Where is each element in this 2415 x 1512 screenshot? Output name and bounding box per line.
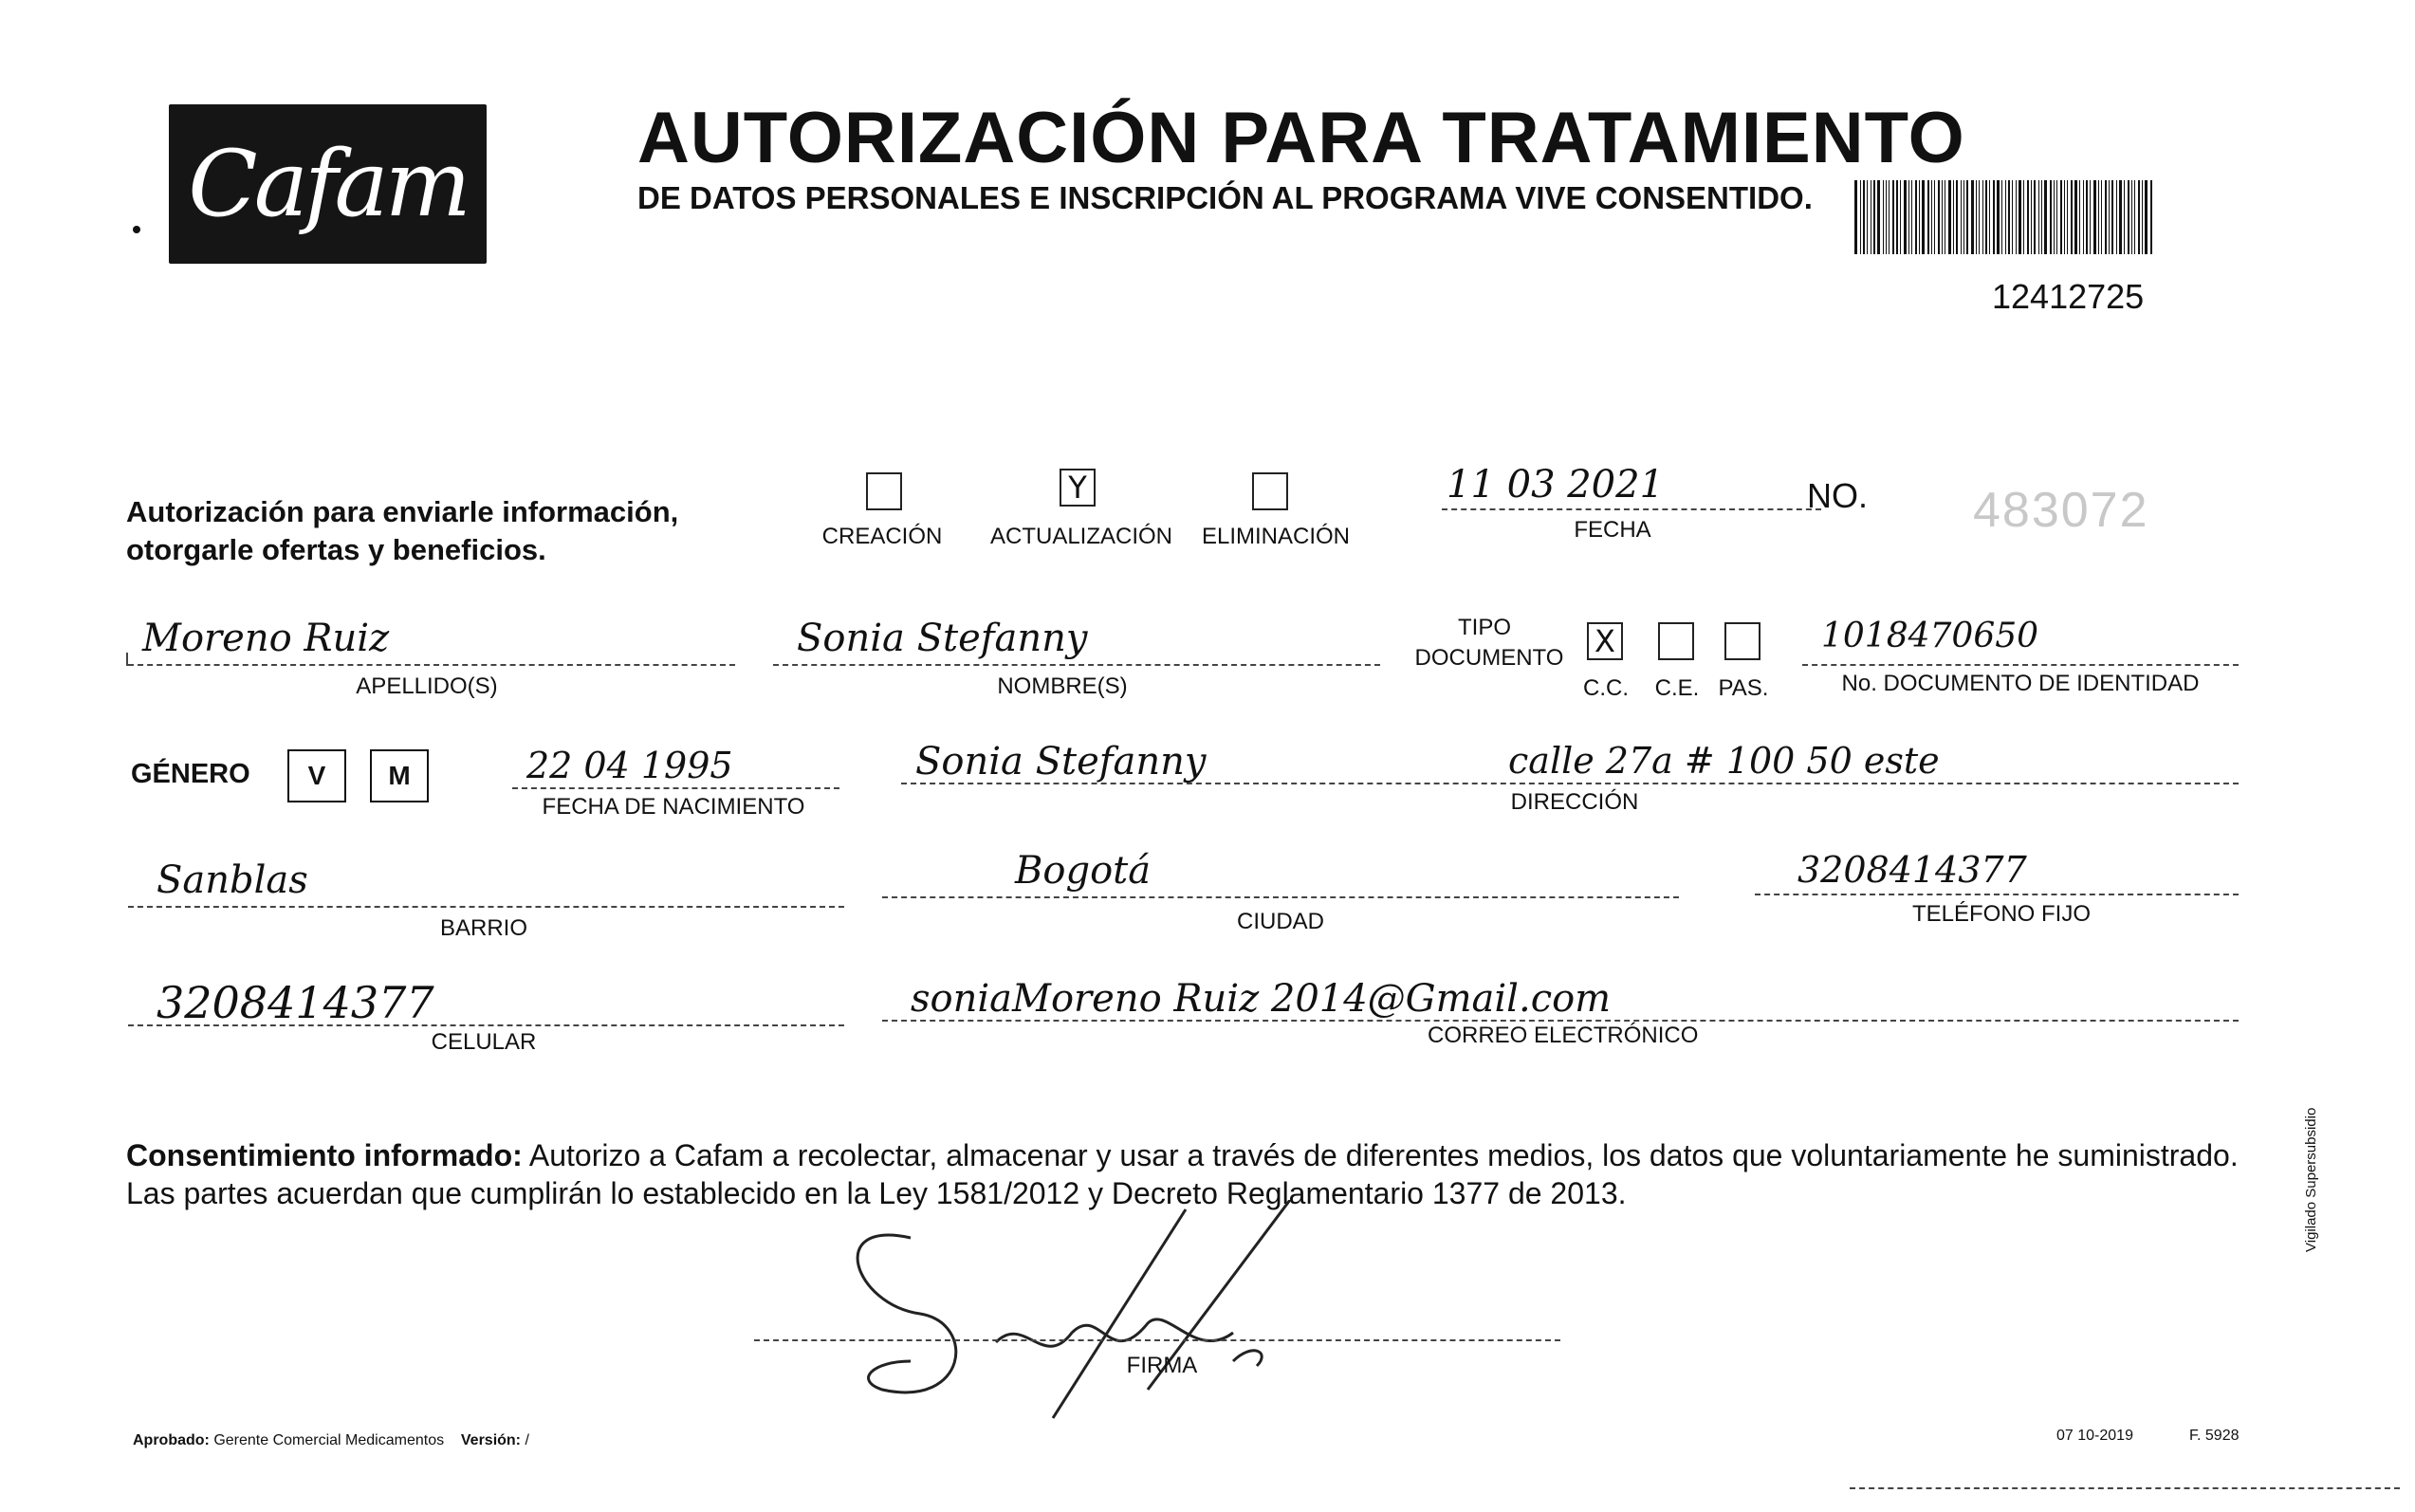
barcode-bar [1900, 180, 1901, 254]
label-eliminacion: ELIMINACIÓN [1201, 524, 1351, 549]
version-label: Versión: [460, 1432, 522, 1448]
label-ce: C.E. [1654, 675, 1700, 701]
barcode-bar [2008, 180, 2010, 254]
barcode-bar [1927, 180, 1929, 254]
barcode-bar [1883, 180, 1884, 254]
form-subtitle: DE DATOS PERSONALES E INSCRIPCIÓN AL PROGRAMA VIVE CONSENTIDO. [637, 180, 1813, 215]
barcode-bar [2023, 180, 2024, 254]
barcode-bar [2150, 180, 2152, 254]
barcode-bar [2090, 180, 2091, 254]
footer-date-code: 07 10-2019 [2056, 1428, 2133, 1444]
barrio-label: BARRIO [439, 915, 527, 941]
barcode-bar [2109, 180, 2110, 254]
barcode-bar [1931, 180, 1932, 254]
ciudad-label: CIUDAD [1236, 909, 1324, 934]
barcode-bar [2001, 180, 2002, 254]
documento-label: No. DOCUMENTO DE IDENTIDAD [1841, 671, 2200, 696]
barcode-bar [2119, 180, 2122, 254]
barcode-bar [2086, 180, 2088, 254]
barcode-bar [2131, 180, 2132, 254]
barcode-bar [1922, 180, 1925, 254]
nombres-line [773, 664, 1380, 666]
ciudad-line [882, 896, 1679, 898]
barcode-bar [2027, 180, 2029, 254]
checkbox-eliminacion[interactable] [1252, 472, 1288, 510]
bottom-edge-line [1850, 1487, 2400, 1489]
barcode-bar [2050, 180, 2052, 254]
signature-line [754, 1339, 1560, 1341]
barcode-bar [2105, 180, 2107, 254]
barcode [1854, 180, 2243, 254]
checkbox-actualizacion[interactable]: Y [1060, 469, 1096, 507]
barcode-bar [2044, 180, 2047, 254]
apellidos-label: APELLIDO(S) [356, 673, 498, 699]
barcode-bar [1961, 180, 1962, 254]
barcode-bar [1966, 180, 1968, 254]
checkbox-cc[interactable]: X [1587, 622, 1623, 660]
nacimiento-label: FECHA DE NACIMIENTO [542, 794, 805, 820]
aprobado-value: Gerente Comercial Medicamentos [213, 1432, 445, 1448]
barcode-bar [1919, 180, 1920, 254]
firma-label: FIRMA [1126, 1353, 1198, 1378]
barcode-bar [1942, 180, 1943, 254]
barcode-bar [2005, 180, 2006, 254]
correo-value: soniaMoreno Ruiz 2014@Gmail.com [911, 977, 1612, 1021]
barcode-bar [2067, 180, 2068, 254]
barcode-bar [1911, 180, 1912, 254]
barcode-bar [2093, 180, 2096, 254]
barcode-bar [2019, 180, 2021, 254]
barcode-bar [1877, 180, 1880, 254]
celular-value: 3208414377 [157, 977, 434, 1028]
barcode-bar [1953, 180, 1954, 254]
barcode-bar [2145, 180, 2148, 254]
barcode-bar [1867, 180, 1868, 254]
correo-label: CORREO ELECTRÓNICO [1428, 1023, 1699, 1048]
barcode-bar [1886, 180, 1887, 254]
direccion-label: DIRECCIÓN [1510, 789, 1639, 815]
barcode-bar [2012, 180, 2013, 254]
checkbox-creacion[interactable] [866, 472, 902, 510]
barcode-bar [2134, 180, 2135, 254]
telefono-label: TELÉFONO FIJO [1911, 901, 2091, 927]
barcode-bar [2111, 180, 2113, 254]
barcode-bar [2138, 180, 2140, 254]
consent-heading: Consentimiento informado: [126, 1138, 523, 1172]
side-vigilado-text: Vigilado Supersubsidio [2303, 1107, 2319, 1252]
barcode-bar [1860, 180, 1861, 254]
barcode-bar [2142, 180, 2143, 254]
barcode-bar [2079, 180, 2080, 254]
documento-line [1802, 664, 2239, 666]
numero-value: 483072 [1973, 483, 2149, 538]
label-cc: C.C. [1583, 675, 1629, 701]
barcode-bar [1934, 180, 1935, 254]
authorization-label-line2: otorgarle ofertas y beneficios. [126, 533, 546, 566]
barcode-bar [2071, 180, 2073, 254]
label-actualizacion: ACTUALIZACIÓN [989, 524, 1173, 549]
nombre-repetido-value: Sonia Stefanny [915, 740, 1207, 784]
barcode-bar [1948, 180, 1951, 254]
barcode-bar [2038, 180, 2039, 254]
barcode-bar [2128, 180, 2129, 254]
barcode-bar [2074, 180, 2077, 254]
barcode-bar [2016, 180, 2017, 254]
barcode-bar [1989, 180, 1990, 254]
telefono-line [1755, 894, 2239, 895]
label-pas: PAS. [1718, 675, 1769, 701]
barcode-bar [2031, 180, 2032, 254]
barcode-bar [2060, 180, 2062, 254]
barcode-bar [1938, 180, 1940, 254]
barcode-bar [2064, 180, 2065, 254]
celular-line [128, 1024, 844, 1026]
barcode-bar [1997, 180, 2000, 254]
barcode-bar [1889, 180, 1890, 254]
celular-label: CELULAR [431, 1029, 537, 1055]
correo-line [882, 1020, 2239, 1022]
aprobado-label: Aprobado: [133, 1432, 210, 1448]
genero-m-box[interactable]: M [370, 749, 429, 802]
barcode-bar [1979, 180, 1980, 254]
barcode-bar [1971, 180, 1974, 254]
fecha-value: 11 03 2021 [1447, 463, 1665, 507]
barcode-bar [2098, 180, 2099, 254]
fecha-underline [1442, 508, 1821, 510]
barcode-bar [2101, 180, 2102, 254]
tipo-label-line1: TIPO [1457, 615, 1511, 640]
apellidos-value: Moreno Ruiz [142, 617, 390, 660]
apellidos-line [128, 664, 735, 666]
documento-value: 1018470650 [1821, 617, 2039, 655]
consent-text: Autorizo a Cafam a recolectar, almacenar y usar a través de diferentes medios, los datos que voluntariamente he suministrado. Las partes acuerdan que cumplirán lo establecido en la Ley 1581/2012 y Decreto Reglamentario 1377 de 2013. [126, 1138, 2239, 1210]
footer-aprobado [133, 1432, 529, 1449]
checkbox-ce[interactable] [1658, 622, 1694, 660]
barcode-bar [1863, 180, 1865, 254]
barrio-line [128, 906, 844, 908]
barcode-number: 12412725 [1992, 277, 2145, 316]
barcode-bar [1985, 180, 1987, 254]
nombres-label: NOMBRE(S) [997, 673, 1128, 699]
form-title: AUTORIZACIÓN PARA TRATAMIENTO [637, 98, 1965, 178]
barcode-bar [1956, 180, 1958, 254]
barcode-bar [1963, 180, 1964, 254]
authorization-label-line1: Autorización para enviarle información, [126, 495, 679, 528]
checkbox-pas[interactable] [1724, 622, 1761, 660]
barcode-bar [1993, 180, 1995, 254]
direccion-value: calle 27a # 100 50 este [1508, 740, 1940, 782]
footer-form-code: F. 5928 [2189, 1428, 2240, 1444]
barcode-bar [2124, 180, 2125, 254]
signature-drawing [740, 1200, 1423, 1428]
barcode-bar [2054, 180, 2055, 254]
barcode-bar [2041, 180, 2042, 254]
cafam-logo-text: Cafam [188, 131, 468, 237]
barcode-bar [1915, 180, 1917, 254]
barcode-bar [1904, 180, 1907, 254]
fecha-label: FECHA [1574, 517, 1651, 543]
nacimiento-line [512, 787, 839, 789]
direccion-line [901, 783, 2239, 784]
numero-label: NO. [1807, 476, 1869, 515]
scan-dot [133, 226, 140, 233]
barcode-bar [1982, 180, 1983, 254]
telefono-value: 3208414377 [1797, 849, 2027, 891]
barrio-value: Sanblas [157, 858, 308, 902]
barcode-bar [2083, 180, 2084, 254]
barcode-bar [2116, 180, 2117, 254]
barcode-bar [1908, 180, 1909, 254]
barcode-bar [1892, 180, 1894, 254]
version-value: / [525, 1432, 529, 1448]
barcode-bar [2056, 180, 2057, 254]
nacimiento-value: 22 04 1995 [526, 745, 733, 786]
barcode-bar [1873, 180, 1875, 254]
barcode-bar [1854, 180, 1857, 254]
barcode-bar [2034, 180, 2036, 254]
barcode-bar [1896, 180, 1898, 254]
ciudad-value: Bogotá [1015, 849, 1152, 893]
genero-f-box[interactable]: V [287, 749, 346, 802]
barcode-bar [1976, 180, 1977, 254]
tipo-label-line2: DOCUMENTO [1414, 645, 1564, 671]
label-creacion: CREACIÓN [821, 524, 943, 549]
genero-label: GÉNERO [131, 759, 250, 789]
nombres-value: Sonia Stefanny [797, 617, 1088, 660]
